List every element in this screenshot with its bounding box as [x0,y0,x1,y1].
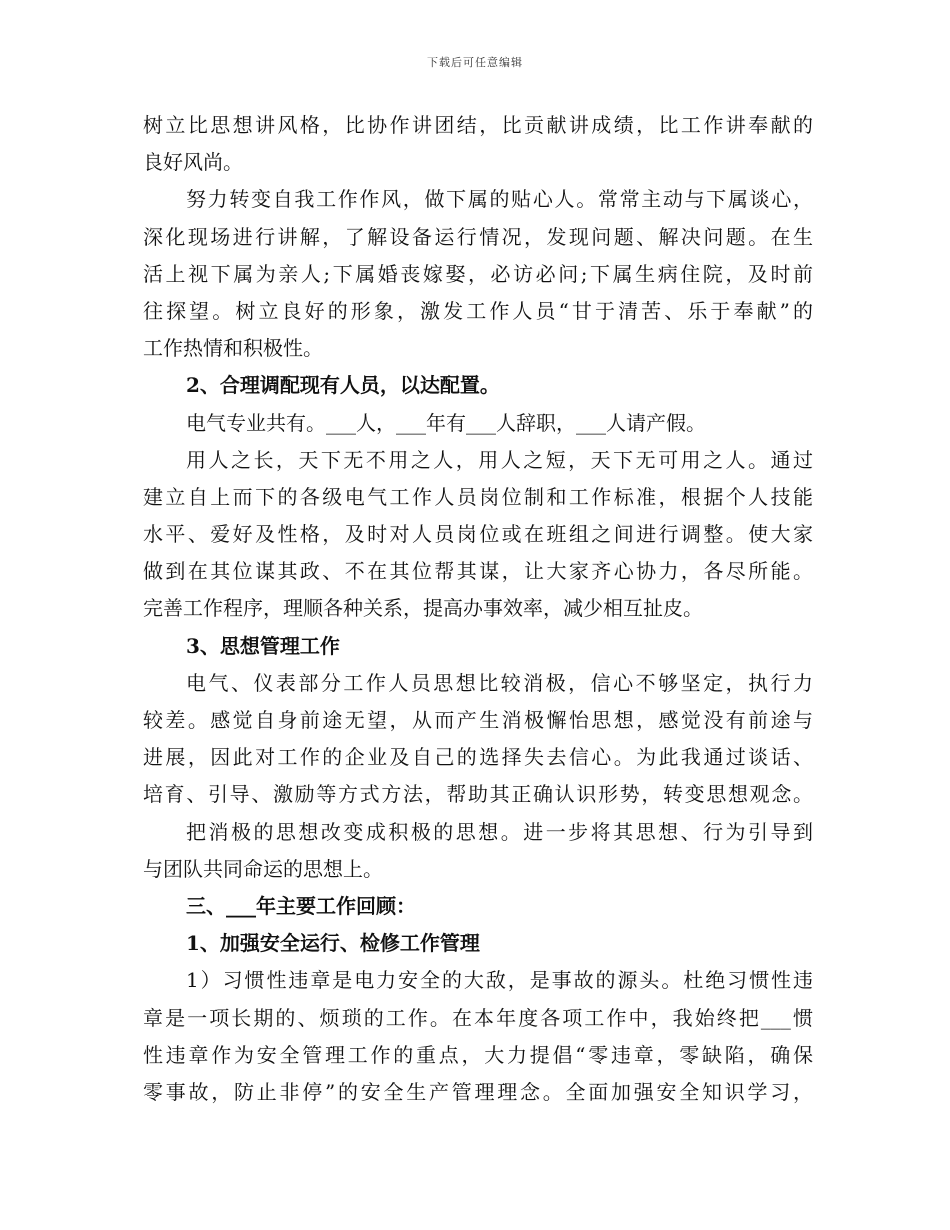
paragraph-line: 深化现场进行讲解，了解设备运行情况，发现问题、解决问题。在生 [143,224,813,249]
paragraph-line: 电气、仪表部分工作人员思想比较消极，信心不够坚定，执行力 [186,670,813,695]
paragraph-line: 章是一项长期的、烦琐的工作。在本年度各项工作中，我始终把___惯 [143,1005,813,1030]
section-heading-line: 3、思想管理工作 [186,633,340,658]
section-heading-line: 三、___年主要工作回顾： [186,893,416,918]
paragraph-line: 良好风尚。 [143,150,243,175]
paragraph-line: 进展，因此对工作的企业及自己的选择失去信心。为此我通过谈话、 [143,745,813,770]
section-heading-line: 1、加强安全运行、检修工作管理 [186,931,480,956]
paragraph-line: 树立比思想讲风格，比协作讲团结，比贡献讲成绩，比工作讲奉献的 [143,113,813,137]
paragraph-line: 电气专业共有。___人，___年有___人辞职，___人请产假。 [186,410,706,435]
document-body [143,107,813,1111]
paragraph-line: 1）习惯性违章是电力安全的大敌，是事故的源头。杜绝习惯性违 [186,968,813,993]
paragraph-line: 往探望。树立良好的形象，激发工作人员“甘于清苦、乐于奉献”的 [143,298,813,323]
paragraph-line: 把消极的思想改变成积极的思想。进一步将其思想、行为引导到 [186,819,813,844]
paragraph-line: 较差。感觉自身前途无望，从而产生消极懈怡思想，感觉没有前途与 [143,708,813,732]
paragraph-line: 与团队共同命运的思想上。 [143,856,383,881]
paragraph-line: 性违章作为安全管理工作的重点，大力提倡“零违章，零缺陷，确保 [143,1042,813,1067]
paragraph-line: 零事故，防止非停”的安全生产管理理念。全面加强安全知识学习， [143,1079,813,1104]
paragraph-line: 培育、引导、激励等方式方法，帮助其正确认识形势，转变思想观念。 [143,782,813,807]
paragraph-line: 用人之长，天下无不用之人，用人之短，天下无可用之人。通过 [186,447,813,472]
paragraph-line: 建立自上而下的各级电气工作人员岗位制和工作标准，根据个人技能 [143,484,813,509]
section-heading-line: 2、合理调配现有人员，以达配置。 [186,373,500,398]
paragraph-line: 活上视下属为亲人;下属婚丧嫁娶，必访必问;下属生病住院，及时前 [143,261,813,286]
paragraph-line: 完善工作程序，理顺各种关系，提高办事效率，减少相互扯皮。 [143,596,703,621]
paragraph-line: 做到在其位谋其政、不在其位帮其谋，让大家齐心协力，各尽所能。 [143,559,813,584]
paragraph-line: 努力转变自我工作作风，做下属的贴心人。常常主动与下属谈心， [186,187,813,212]
paragraph-line: 水平、爱好及性格，及时对人员岗位或在班组之间进行调整。使大家 [143,522,813,547]
paragraph-line: 工作热情和积极性。 [143,336,323,361]
page-header: 下载后可任意编辑 [427,56,523,69]
